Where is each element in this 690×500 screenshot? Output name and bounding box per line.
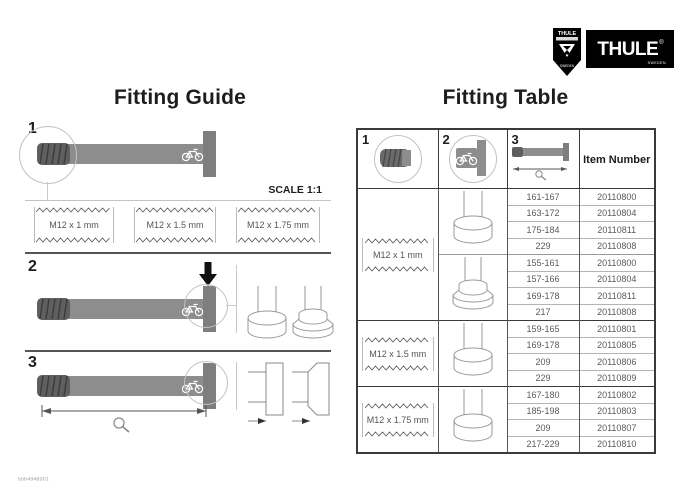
item-number: 20110807: [579, 420, 655, 437]
cone-head-profile: [290, 360, 336, 426]
brand-sub-text: SWEDEN: [647, 61, 666, 65]
head-zoom-circle: [184, 361, 228, 405]
header-cell-item-number: Item Number: [579, 129, 655, 189]
length-value: 175-184: [507, 222, 579, 239]
step-3-number: 3: [28, 354, 37, 371]
item-number: 20110811: [579, 222, 655, 239]
document-number: 5564948001: [18, 477, 49, 483]
callout-line: [226, 305, 236, 306]
thread-size-label: M12 x 1 mm: [362, 238, 434, 272]
flat-washer-icon: [438, 387, 507, 454]
length-value: 155-161: [507, 255, 579, 272]
length-value: 161-167: [507, 189, 579, 206]
length-value: 163-172: [507, 205, 579, 222]
flat-head-profile: [246, 360, 290, 426]
item-number: 20110804: [579, 271, 655, 288]
flat-washer-icon: [438, 321, 507, 387]
flat-washer-icon: [438, 189, 507, 255]
brand-text: THULE: [597, 38, 659, 60]
step-1-number: 1: [28, 120, 37, 137]
header-cell-head: 2: [438, 129, 507, 189]
thread-size-m12x1: M12 x 1 mm: [34, 207, 114, 243]
header-cell-thread: 1: [357, 129, 438, 189]
flat-washer-illustration: [244, 286, 290, 347]
header-cell-length: 3: [507, 129, 579, 189]
thread-size-cell: [357, 321, 438, 387]
length-value: 229: [507, 370, 579, 387]
length-value: 209: [507, 354, 579, 371]
domed-washer-icon: [438, 255, 507, 321]
table-row: [357, 189, 655, 206]
step-2-number: 2: [28, 258, 37, 275]
thule-wordmark-logo: [586, 30, 674, 68]
item-number: 20110808: [579, 238, 655, 255]
divider: [236, 265, 237, 333]
item-number: 20110811: [579, 288, 655, 305]
length-value: 169-178: [507, 288, 579, 305]
magnifier-icon: [112, 416, 132, 434]
section-divider: [25, 252, 331, 254]
bike-head-icon: [449, 135, 497, 183]
section-divider: [25, 350, 331, 352]
item-number: 20110800: [579, 189, 655, 206]
length-value: 209: [507, 420, 579, 437]
item-number: 20110805: [579, 337, 655, 354]
item-number: 20110800: [579, 255, 655, 272]
item-number: 20110810: [579, 436, 655, 453]
divider: [236, 362, 237, 410]
thread-size-cell: [357, 189, 438, 321]
table-title: Fitting Table: [442, 86, 569, 109]
item-number: 20110806: [579, 354, 655, 371]
thread-size-cell: [357, 387, 438, 454]
axle-length-icon: [511, 141, 575, 181]
length-value: 167-180: [507, 387, 579, 404]
length-value: 157-166: [507, 271, 579, 288]
item-number: 20110808: [579, 304, 655, 321]
length-value: 229: [507, 238, 579, 255]
badge-brand-text: THULE: [557, 31, 577, 37]
thread-size-label: M12 x 1.5 mm: [362, 337, 434, 371]
thule-badge-logo: [552, 27, 582, 77]
thread-size-m12x15: M12 x 1.5 mm: [134, 207, 216, 243]
length-value: 169-178: [507, 337, 579, 354]
length-value: 217-229: [507, 436, 579, 453]
scale-label: SCALE 1:1: [268, 184, 322, 196]
callout-line: [47, 182, 48, 200]
item-number: 20110809: [579, 370, 655, 387]
guide-title: Fitting Guide: [113, 86, 247, 109]
head-zoom-circle: [184, 284, 228, 328]
length-value: 159-165: [507, 321, 579, 338]
thread-size-label: M12 x 1.75 mm: [362, 403, 434, 437]
item-number: 20110802: [579, 387, 655, 404]
item-number: 20110804: [579, 205, 655, 222]
table-row: [357, 321, 655, 338]
length-value: 185-198: [507, 403, 579, 420]
table-header-row: [357, 129, 655, 189]
item-number: 20110803: [579, 403, 655, 420]
registered-mark: ®: [659, 40, 664, 46]
thread-zoom-circle: [19, 126, 77, 184]
thread-closeup-icon: [374, 135, 422, 183]
fitting-table: [356, 128, 656, 454]
length-value: 217: [507, 304, 579, 321]
divider: [25, 200, 331, 201]
badge-sub-text: SWEDEN: [560, 64, 574, 68]
item-number: 20110801: [579, 321, 655, 338]
thread-size-m12x175: M12 x 1.75 mm: [236, 207, 320, 243]
domed-washer-illustration: [290, 286, 336, 347]
table-row: [357, 387, 655, 404]
